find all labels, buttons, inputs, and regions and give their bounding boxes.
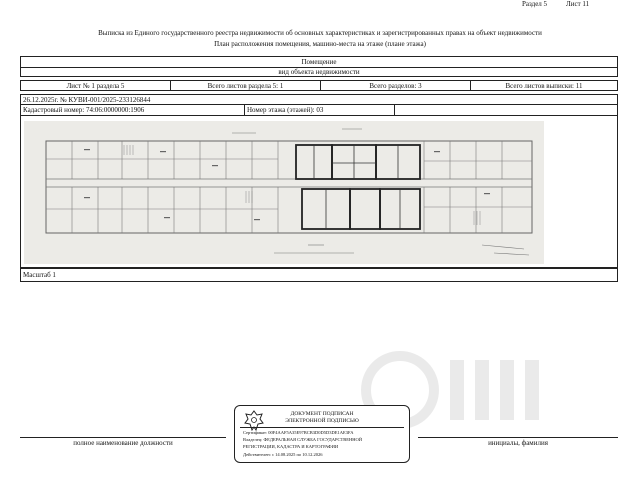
sections-total: Всего разделов: 3 bbox=[321, 81, 471, 90]
floor-plan-drawing bbox=[24, 121, 544, 264]
object-type-block bbox=[20, 56, 618, 77]
stamp-line1: ДОКУМЕНТ ПОДПИСАН bbox=[290, 411, 354, 417]
stamp-owner: Владелец: ФЕДЕРАЛЬНАЯ СЛУЖБА ГОСУДАРСТВЕННОЙ bbox=[243, 437, 363, 442]
section-number: Раздел 5 bbox=[522, 0, 548, 8]
electronic-signature-stamp bbox=[234, 405, 410, 463]
plan-title: План расположения помещения, машино-места на этаже (плане этажа) bbox=[214, 40, 426, 48]
sheets-in-section: Всего листов раздела 5: 1 bbox=[171, 81, 321, 90]
scale-row bbox=[20, 268, 618, 282]
stamp-cert: Сертификат: 00F4AAF5A35E97BCB3D0D5D3DE1AE3FA bbox=[243, 430, 354, 435]
position-caption: полное наименование должности bbox=[73, 439, 173, 447]
position-line bbox=[20, 437, 226, 438]
sheet-no: Лист № 1 раздела 5 bbox=[21, 81, 171, 90]
document-title: Выписка из Единого государственного реестра недвижимости об основных характеристиках и зарегистрированных правах на объект недвижимости bbox=[98, 29, 542, 37]
sheets-total: Всего листов выписки: 11 bbox=[505, 82, 583, 90]
initials-caption: инициалы, фамилия bbox=[488, 439, 548, 447]
stamp-line2: ЭЛЕКТРОННОЙ ПОДПИСЬЮ bbox=[285, 418, 359, 424]
date-number: 26.12.2025г. № КУВИ-001/2025-233126844 bbox=[23, 96, 151, 104]
object-type-caption: вид объекта недвижимости bbox=[278, 68, 360, 76]
stamp-owner2: РЕГИСТРАЦИИ, КАДАСТРА И КАРТОГРАФИИ bbox=[243, 444, 339, 449]
stamp-valid: Действителен: с 14.08.2025 по 10.12.2026 bbox=[243, 452, 323, 457]
floor-number: Номер этажа (этажей): 03 bbox=[245, 105, 395, 115]
floor-plan-frame bbox=[20, 116, 618, 268]
floor-plan-image bbox=[24, 121, 544, 264]
scale-label: Масштаб 1 bbox=[23, 271, 56, 279]
cadastral-number: Кадастровый номер: 74:06:0000000:1906 bbox=[21, 105, 245, 115]
initials-line bbox=[418, 437, 618, 438]
sheet-number: Лист 11 bbox=[566, 0, 590, 8]
sheet-info-row bbox=[20, 80, 618, 91]
page-header bbox=[0, 0, 640, 10]
object-type: Помещение bbox=[301, 58, 337, 66]
cadastral-row bbox=[20, 104, 618, 116]
